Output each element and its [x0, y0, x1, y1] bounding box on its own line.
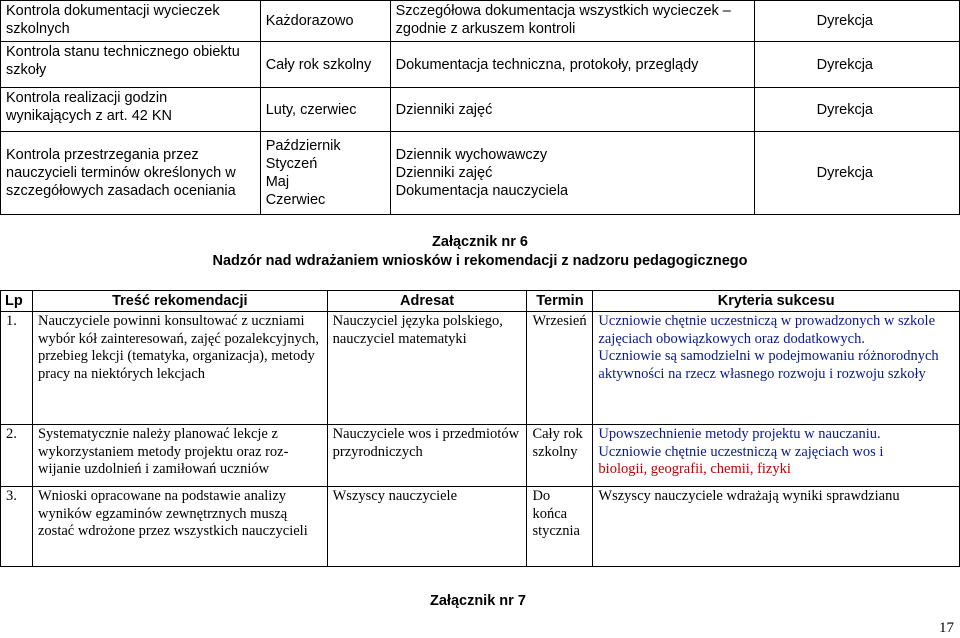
table-row — [1, 132, 960, 215]
header-addressee: Adresat — [327, 291, 527, 312]
term-line: Październik — [265, 138, 341, 154]
table-row — [1, 487, 960, 567]
control-plan-table — [0, 0, 960, 215]
task-cell: Kontrola realizacji godzin wynikających z art. 42 KN — [1, 88, 261, 132]
table-row — [1, 1, 960, 42]
term-cell: Cały rok szkolny — [260, 42, 390, 88]
table-row — [1, 425, 960, 487]
term-cell: Każdorazowo — [260, 1, 390, 42]
header-lp: Lp — [1, 291, 33, 312]
annex-6-label: Załącznik nr 6 — [432, 234, 528, 250]
source-line: Dokumentacja nauczyciela — [395, 183, 569, 199]
source-cell — [390, 132, 754, 215]
table-row — [1, 312, 960, 425]
addressee-cell: Nauczyciele wos i przedmiotów przyrodniczych — [327, 425, 527, 487]
term-cell: Luty, czerwiec — [260, 88, 390, 132]
table-row — [1, 88, 960, 132]
source-line: Dzienniki zajęć — [395, 165, 493, 181]
task-cell: Kontrola dokumentacji wycieczek szkolnych — [1, 1, 261, 42]
term-line: Styczeń — [265, 156, 318, 172]
source-line: Dziennik wychowawczy — [395, 147, 548, 163]
page-number: 17 — [939, 620, 954, 636]
content-cell: Wnioski opracowane na podstawie analizy wyników egzaminów zewnętrznych muszą zostać wdrożone przez wszystkich nauczycieli — [32, 487, 327, 567]
responsible-cell: Dyrekcja — [755, 1, 960, 42]
lp-cell: 3. — [1, 487, 33, 567]
task-cell: Kontrola przestrzegania przez nauczycieli terminów określonych w szczegółowych zasadach oceniania — [1, 132, 261, 215]
term-cell: Do końca stycznia — [527, 487, 593, 567]
term-cell: Wrzesień — [527, 312, 593, 425]
task-cell: Kontrola stanu technicznego obiektu szkoły — [1, 42, 261, 88]
lp-cell: 2. — [1, 425, 33, 487]
content-cell: Nauczyciele powinni konsultować z uczniami wybór kół zainteresowań, zajęć pozalekcyjnych, przebieg lekcji (tematyka, organizacja), metody pracy na niektórych lekcjach — [32, 312, 327, 425]
responsible-cell: Dyrekcja — [755, 132, 960, 215]
term-line: Maj — [265, 174, 290, 190]
criteria-line: Uczniowie chętnie uczestniczą w prowadzonych w szkole zajęciach obowiązkowych oraz dodatkowych. — [598, 313, 936, 347]
criteria-highlight: biologii, geografii, chemii, fizyki — [598, 461, 791, 477]
source-cell: Szczegółowa dokumentacja wszystkich wycieczek – zgodnie z arkuszem kontroli — [390, 1, 754, 42]
lp-cell: 1. — [1, 312, 33, 425]
header-term: Termin — [527, 291, 593, 312]
responsible-cell: Dyrekcja — [755, 42, 960, 88]
header-criteria: Kryteria sukcesu — [593, 291, 960, 312]
criteria-line: Uczniowie chętnie uczestniczą w zajęciach wos i — [598, 443, 884, 460]
term-cell — [260, 132, 390, 215]
term-cell: Cały rok szkolny — [527, 425, 593, 487]
header-content: Treść rekomendacji — [32, 291, 327, 312]
table-header-row — [1, 291, 960, 312]
content-cell: Systematycznie należy planować lekcje z wykorzystaniem metody projektu oraz roz- wijanie uzdolnień i zamiłowań uczniów — [32, 425, 327, 487]
addressee-cell: Wszyscy nauczyciele — [327, 487, 527, 567]
annex-7-label: Załącznik nr 7 — [430, 593, 526, 609]
annex-6-title: Nadzór nad wdrażaniem wniosków i rekomendacji z nadzoru pedagogicznego — [212, 253, 748, 269]
addressee-cell: Nauczyciel języka polskiego, nauczyciel matematyki — [327, 312, 527, 425]
responsible-cell: Dyrekcja — [755, 88, 960, 132]
criteria-cell — [593, 312, 960, 425]
criteria-cell — [593, 425, 960, 487]
term-line: Czerwiec — [265, 192, 326, 208]
table-row — [1, 42, 960, 88]
criteria-line: Upowszechnienie metody projektu w nauczaniu. — [598, 426, 881, 442]
criteria-cell: Wszyscy nauczyciele wdrażają wyniki sprawdzianu — [593, 487, 960, 567]
criteria-line: Uczniowie są samodzielni w podejmowaniu różnorodnych aktywności na rzecz własnego rozwoju i rozwoju szkoły — [598, 348, 939, 382]
recommendations-table — [0, 290, 960, 567]
source-cell: Dokumentacja techniczna, protokoły, przeglądy — [390, 42, 754, 88]
source-cell: Dzienniki zajęć — [390, 88, 754, 132]
